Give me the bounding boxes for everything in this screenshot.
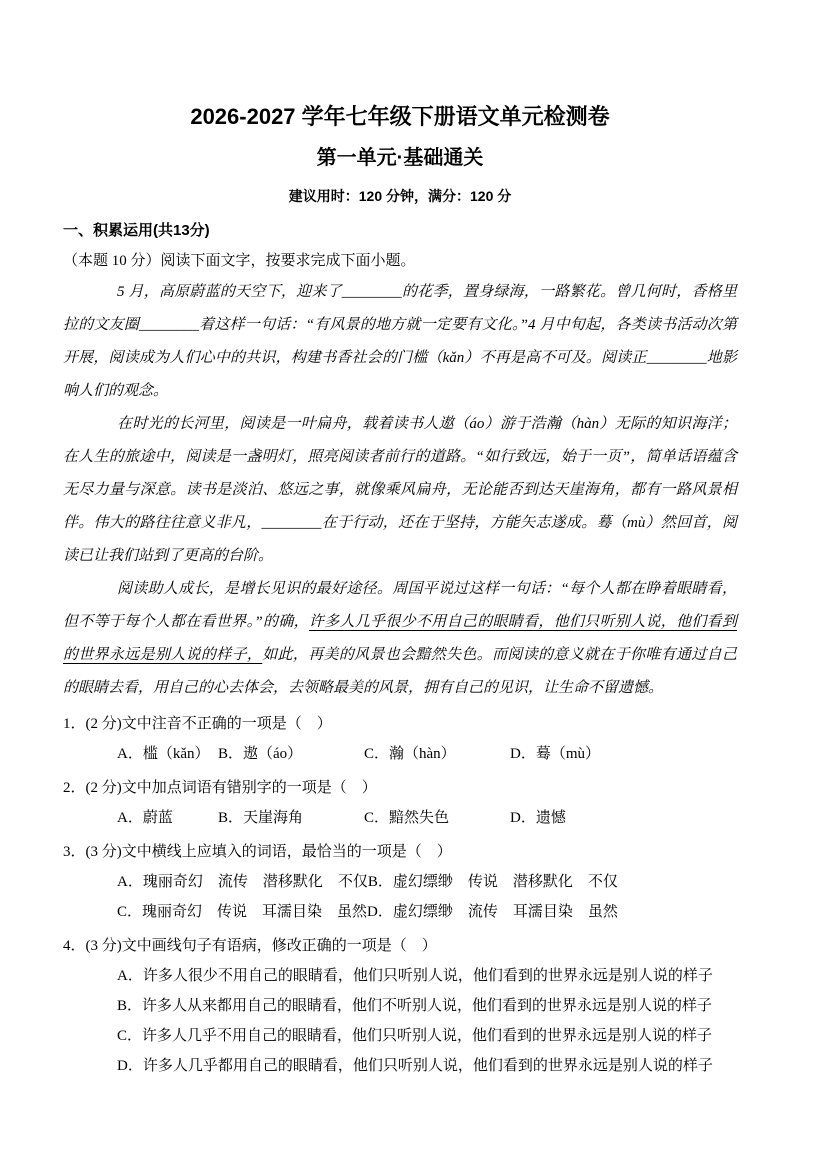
question-4: [63, 931, 737, 1081]
question-4-option-a: [117, 961, 737, 991]
question-1-option-c: C．瀚（hàn）: [364, 746, 456, 762]
passage-text-after-underline: 如此，再美的风景也会黯然失色。而阅读的意义就在于你唯有通过自己的眼睛去看，用自己的心去体会，去领略最美的风景，拥有自己的见识，让生命不留遗憾。: [63, 647, 737, 696]
question-3-options-row-2: [117, 897, 737, 927]
exam-meta: 建议用时：120 分钟，满分：120 分: [288, 188, 512, 204]
exam-header: [63, 102, 737, 206]
question-1-option-a: A．槛（kǎn）: [117, 746, 210, 762]
question-2-option-b: B．天崖海角: [218, 810, 304, 826]
exam-body: [63, 220, 737, 1081]
section-heading: 一、积累运用(共13分): [63, 222, 210, 239]
question-4-option-c: [117, 1021, 737, 1051]
question-3-option-c: C．瑰丽奇幻 传说 耳濡目染 虽然: [117, 904, 368, 920]
question-4-option-a-text: A．许多人很少不用自己的眼睛看，他们只听别人说，他们看到的世界永远是别人说的样子: [117, 968, 713, 984]
underlined-sentence: 许多人几乎很少不用自己的眼睛看，他们只听别人说，他们看到的世界永远是别人说的样子，: [63, 614, 737, 663]
passage-paragraph-1: 5 月，高原蔚蓝的天空下，迎来了________的花季，置身绿海，一路繁花。曾几何时，香格里拉的文友圈________着这样一句话：“有风景的地方就一定要有文化。”4 月中旬起，各类读书活动次第开展，阅读成为人们心中的共识，构建书香社会的门槛（kǎn）不再是高不可及。阅读正________地影响人们的观念。: [63, 284, 737, 399]
exam-title: 2026-2027 学年七年级下册语文单元检测卷: [190, 104, 610, 129]
question-4-option-d: [117, 1051, 737, 1081]
question-2-stem: 2．(2 分)文中加点词语有错别字的一项是（ ）: [63, 780, 377, 796]
reading-intro: （本题 10 分）阅读下面文字，按要求完成下面小题。: [63, 253, 416, 269]
question-1-stem: 1．(2 分)文中注音不正确的一项是（ ）: [63, 716, 332, 732]
passage-paragraph-3: [63, 573, 737, 705]
question-3-stem: 3．(3 分)文中横线上应填入的词语，最恰当的一项是（ ）: [63, 844, 452, 860]
passage-text-before-underline: 阅读助人成长，是增长见识的最好途径。周国平说过这样一句话：“每个人都在睁着眼睛看，但不等于每个人都在看世界。”的确，: [63, 581, 737, 630]
question-3: [63, 837, 737, 927]
question-4-option-d-text: D．许多人几乎都用自己的眼睛看，他们只听别人说，他们看到的世界永远是别人说的样子: [117, 1058, 713, 1074]
question-1-option-d: D．蓦（mù）: [510, 746, 601, 762]
passage-paragraph-2: 在时光的长河里，阅读是一叶扁舟，载着读书人遨（áo）游于浩瀚（hàn）无际的知识海洋；在人生的旅途中，阅读是一盏明灯，照亮阅读者前行的道路。“如行致远，始于一页”，简单话语蕴含无尽力量与深意。读书是淡泊、悠远之事，就像乘风扁舟，无论能否到达天崖海角，都有一路风景相伴。伟大的路往往意义非凡，________在于行动，还在于坚持，方能矢志遂成。蓦（mù）然回首，阅读已让我们站到了更高的台阶。: [63, 416, 737, 564]
question-3-options-row-1: [117, 867, 737, 897]
question-1-option-b: B．遨（áo）: [218, 746, 303, 762]
question-2-option-c: C．黯然失色: [364, 810, 450, 826]
question-2-option-a: A．蔚蓝: [117, 810, 173, 826]
question-4-option-b-text: B．许多人从来都用自己的眼睛看，他们不听别人说，他们看到的世界永远是别人说的样子: [117, 998, 713, 1014]
question-3-option-b: B．虚幻缥缈 传说 潜移默化 不仅: [367, 874, 618, 890]
question-3-option-a: A．瑰丽奇幻 流传 潜移默化 不仅: [117, 874, 368, 890]
question-1: [63, 709, 737, 769]
question-2: [63, 773, 737, 833]
question-1-options: [117, 739, 737, 769]
question-4-option-b: [117, 991, 737, 1021]
unit-subtitle: 第一单元·基础通关: [316, 147, 484, 169]
question-4-option-c-text: C．许多人几乎不用自己的眼睛看，他们只听别人说，他们看到的世界永远是别人说的样子: [117, 1028, 713, 1044]
question-2-option-d: D．遗憾: [510, 810, 566, 826]
question-2-options: [117, 803, 737, 833]
question-3-option-d: D．虚幻缥缈 流传 耳濡目染 虽然: [367, 904, 618, 920]
question-4-stem: 4．(3 分)文中画线句子有语病，修改正确的一项是（ ）: [63, 938, 437, 954]
